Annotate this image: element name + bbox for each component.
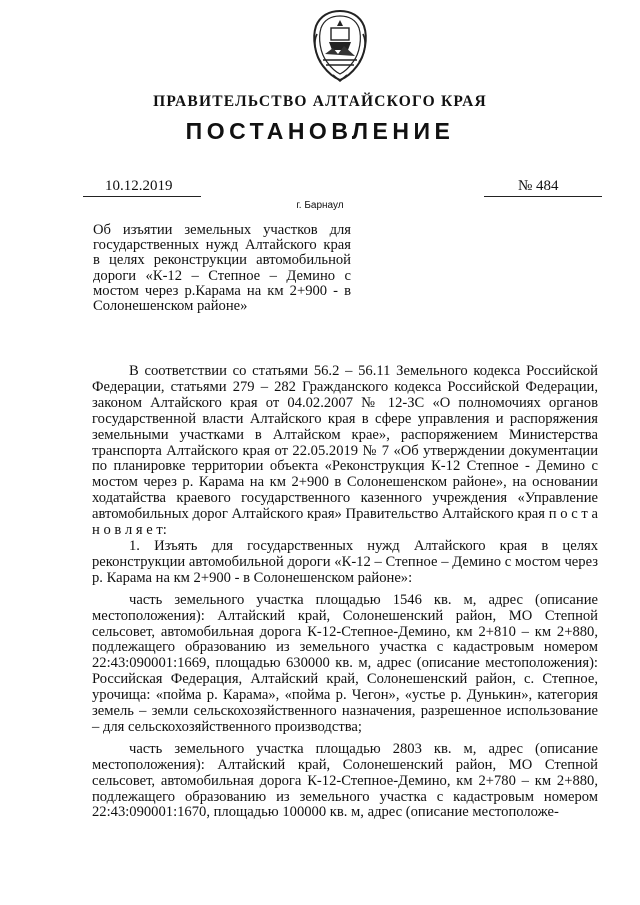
document-body bbox=[92, 364, 598, 821]
land-part-1-paragraph: часть земельного участка площадью 1546 кв. м, адрес (описание местоположения): Алтайский край, Солонешенский район, МО Степной сельсовет, автомобильная дорога К-12-Степное-Демино, км 2+810 – км 2+880, подлежащего образованию из земельного участка с кадастровым номером 22:43:090001:1669, площадью 630000 кв. м, адрес (описание местоположения): Российская Федерация, Алтайский край, Солонешенский район, с. Степное, урочища: «пойма р. Карама», «пойма р. Чегон», «устье р. Дунькин», категория земель – земли сельскохозяйственного назначения, разрешенное использование – для сельскохозяйственного производства; bbox=[92, 591, 598, 735]
document-date: 10.12.2019 bbox=[105, 178, 173, 194]
preamble-paragraph: В соответствии со статьями 56.2 – 56.11 Земельного кодекса Российской Федерации, статьями 279 – 282 Гражданского кодекса Российской Федерации, законом Алтайского края от 04.02.2007 № 12-ЗС «О полномочиях органов государственной власти Алтайского края в сфере управления и распоряжения земельными участками в Алтайском крае», распоряжением Министерства транспорта Алтайского края от 22.05.2019 № 7 «Об утверждении документации по планировке территории объекта «Реконструкция К-12 Степное - Демино с мостом через р. Карама на км 2+900 в Солонешенском районе», на основании ходатайства краевого государственного казенного учреждения «Управление автомобильных дорог Алтайского края» Правительство Алтайского края п о с т а н о в л я е т: bbox=[92, 363, 598, 539]
document-type-title: ПОСТАНОВЛЕНИЕ bbox=[185, 118, 455, 144]
date-underline bbox=[83, 196, 201, 197]
document-number: № 484 bbox=[518, 178, 559, 194]
document-subject: Об изъятии земельных участков для государственных нужд Алтайского края в целях реконструкции автомобильной дороги «К-12 – Степное – Демино с мостом через р.Карама на км 2+900 - в Солонешенском районе» bbox=[93, 222, 351, 315]
city-name: г. Барнаул bbox=[296, 200, 344, 211]
government-name: ПРАВИТЕЛЬСТВО АЛТАЙСКОГО КРАЯ bbox=[153, 93, 487, 110]
item-1-paragraph: 1. Изъять для государственных нужд Алтайского края в целях реконструкции автомобильной дороги «К-12 – Степное – Демино с мостом через р. Карама на км 2+900 - в Солонешенском районе»: bbox=[92, 537, 598, 586]
land-part-2-paragraph: часть земельного участка площадью 2803 кв. м, адрес (описание местоположения): Алтайский край, Солонешенский район, МО Степной сельсовет, автомобильная дорога К-12-Степное-Демино, км 2+780 – км 2+880, подлежащего образованию из земельного участка с кадастровым номером 22:43:090001:1670, площадью 100000 кв. м, адрес (описание местоположе- bbox=[92, 740, 598, 821]
coat-of-arms-emblem bbox=[307, 8, 373, 82]
number-underline bbox=[484, 196, 602, 197]
